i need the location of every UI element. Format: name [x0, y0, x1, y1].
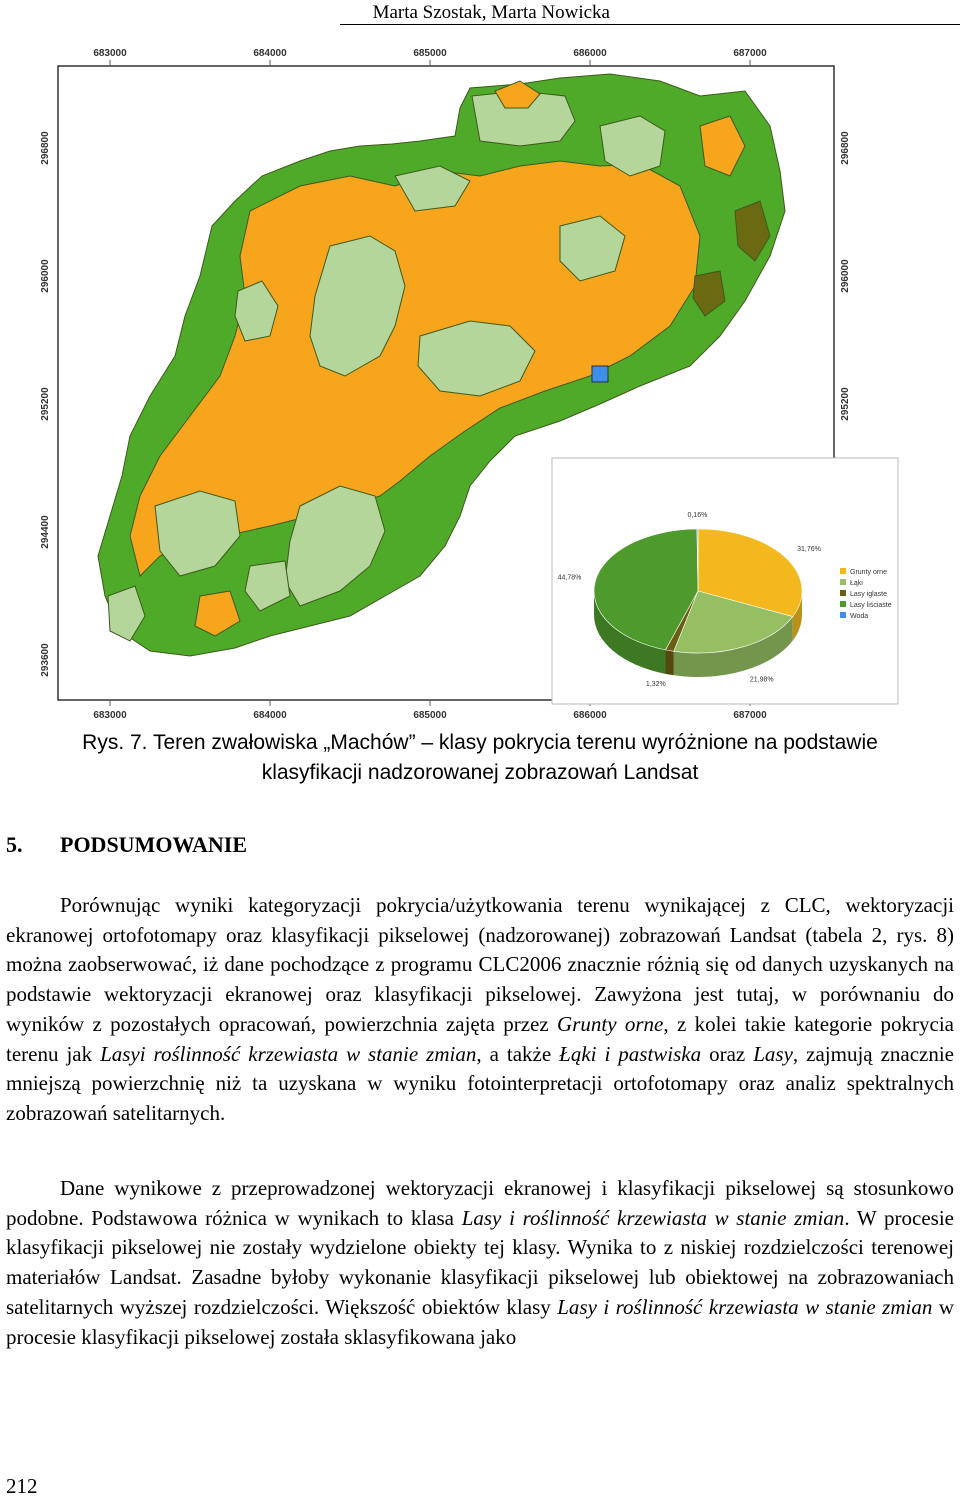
y-tick-right-2: 295200 — [840, 387, 851, 421]
pie-slices — [594, 529, 802, 653]
x-tick-bottom-1: 684000 — [253, 710, 287, 721]
y-tick-left-3: 294400 — [40, 515, 51, 549]
map-area-woda — [592, 366, 608, 382]
paragraph-1-italic-1: Grunty orne — [557, 1011, 664, 1036]
pie-label-4: 0,16% — [687, 512, 708, 520]
y-tick-left-4: 293600 — [40, 643, 51, 677]
section-heading — [6, 832, 247, 858]
x-tick-top-3: 686000 — [573, 48, 607, 59]
x-tick-top-0: 683000 — [93, 48, 127, 59]
page-number: 212 — [6, 1474, 38, 1498]
running-header — [0, 0, 960, 26]
pie-label-3: 44,78% — [557, 574, 582, 582]
x-tick-top-2: 685000 — [413, 48, 447, 59]
legend-swatch-0 — [840, 568, 846, 574]
paragraph-1-italic-2: Lasyi roślinność krzewiasta w stanie zmian — [100, 1041, 477, 1066]
legend-label-1: Łąki — [850, 580, 863, 587]
pie-side-2 — [665, 650, 673, 675]
pie-inset — [552, 458, 898, 704]
legend-swatch-3 — [840, 601, 846, 607]
paragraph-2-text-2: . W procesie klasyfikacji pikselowej nie zostały wydzielone obiekty tej klasy. Wynika to z niskiej rozdzielczości terenowej materiałów Landsat. Zasadne byłoby wykonanie klasyfikacji pikselowej lub obiektowej na zobrazowaniach satelitarnych wyższej rozdzielczości. Większość obiektów klasy — [6, 1205, 954, 1319]
x-tick-top-4: 687000 — [733, 48, 767, 59]
paragraph-1-text-5: , zajmują znacznie mniejszą powierzchnię niż ta uzyskana w wyniku fotointerpretacji ortofotomapy oraz analiz spektralnych zobrazowań satelitarnych. — [6, 1041, 955, 1125]
x-tick-bottom-2: 685000 — [413, 710, 447, 721]
figure-map — [0, 36, 960, 726]
header-rule — [340, 24, 960, 25]
figure-caption-line-1: Rys. 7. Teren zwałowiska „Machów” – klasy pokrycia terenu wyróżnione na podstawie — [82, 731, 878, 754]
paragraph-2-italic-1: Lasy i roślinność krzewiasta w stanie zmian — [461, 1205, 845, 1230]
legend-swatch-4 — [840, 612, 846, 618]
legend-swatch-2 — [840, 590, 846, 596]
section-number: 5. — [6, 832, 23, 857]
x-tick-bottom-0: 683000 — [93, 710, 127, 721]
section-title: PODSUMOWANIE — [60, 832, 248, 857]
pie-label-0: 31,76% — [797, 545, 821, 553]
figure-caption-line-2: klasyfikacji nadzorowanej zobrazowań Landsat — [261, 761, 699, 784]
paragraph-1-text-3: , a także — [476, 1041, 560, 1066]
paragraph-2-text-1: Dane wynikowe z przeprowadzonej wektoryzacji ekranowej i klasyfikacji pikselowej są stosunkowo podobne. Podstawowa różnica w wynikach to klasa — [6, 1176, 954, 1230]
pie-label-2: 1,32% — [645, 681, 666, 689]
paragraph-2-italic-2: Lasy i roślinność krzewiasta w stanie zmian — [557, 1294, 933, 1319]
legend-label-0: Grunty orne — [850, 569, 887, 576]
paragraph-1-italic-3: Łąki i pastwiska — [559, 1041, 702, 1066]
paragraph-1 — [6, 891, 954, 1129]
x-tick-bottom-4: 687000 — [733, 710, 767, 721]
y-tick-right-0: 296800 — [840, 131, 851, 165]
paragraph-1-text-2: , z kolei takie kategorie pokrycia terenu jak — [6, 1011, 954, 1066]
paragraph-1-text-4: oraz — [701, 1041, 754, 1066]
paragraph-1-text-1: Porównując wyniki kategoryzacji pokrycia/użytkowania terenu wynikającej z CLC, wektoryzacji ekranowej ortofotomapy oraz klasyfikacji pikselowej (nadzorowanej) zobrazowań Landsat (tabela 2, rys. 8) można zaobserwować, iż dane pochodzące z programu CLC2006 znacznie różnią się od danych uzyskanych na podstawie wektoryzacji ekranowej oraz klasyfikacji pikselowej. Zawyżona jest tutaj, w porównaniu do wyników z pozostałych opracowań, powierzchnia zajęta przez — [6, 893, 954, 1036]
map-svg — [0, 36, 960, 726]
x-tick-bottom-3: 686000 — [573, 710, 607, 721]
x-tick-top-1: 684000 — [253, 48, 287, 59]
pie-label-1: 21,98% — [749, 676, 774, 684]
y-tick-left-0: 296800 — [40, 131, 51, 165]
running-header-authors: Marta Szostak, Marta Nowicka — [372, 2, 610, 23]
legend-swatch-1 — [840, 579, 846, 585]
figure-caption — [0, 728, 960, 788]
legend-label-4: Woda — [850, 613, 869, 620]
legend-label-3: Lasy liściaste — [850, 602, 892, 609]
paragraph-2-text-3: w procesie klasyfikacji pikselowej została sklasyfikowana jako — [6, 1294, 954, 1349]
paragraph-2 — [6, 1174, 954, 1352]
legend-label-2: Lasy iglaste — [850, 591, 887, 598]
y-tick-left-1: 296000 — [40, 259, 51, 293]
paragraph-1-italic-4: Lasy — [753, 1041, 793, 1066]
y-tick-right-1: 296000 — [840, 259, 851, 293]
y-tick-left-2: 295200 — [40, 387, 51, 421]
